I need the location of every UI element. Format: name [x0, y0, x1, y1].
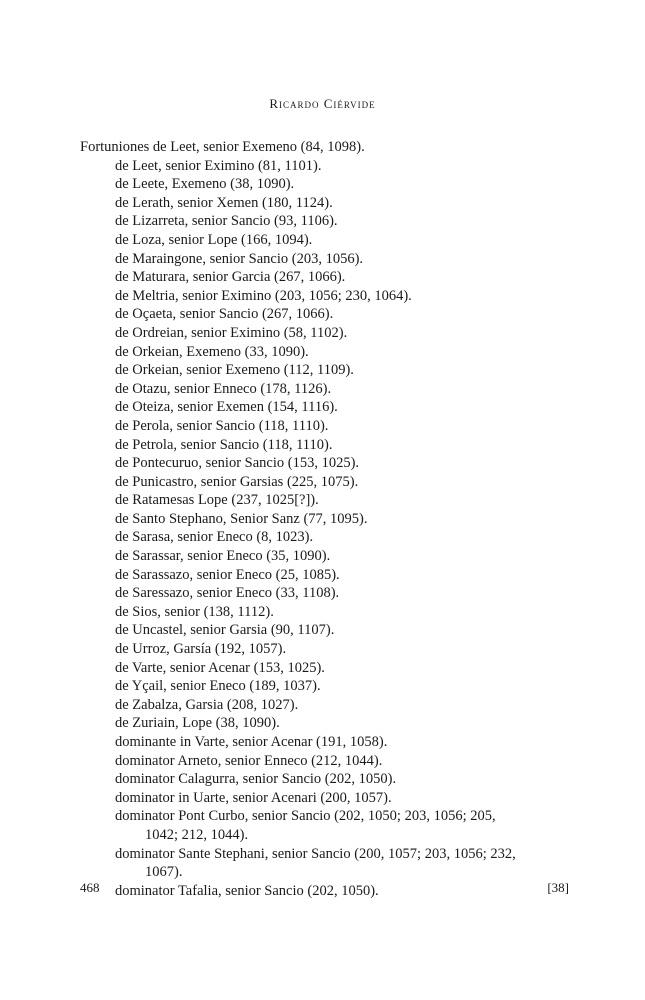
index-entry: de Meltria, senior Eximino (203, 1056; 230, 1064). [115, 287, 412, 304]
index-entry: de Perola, senior Sancio (118, 1110). [115, 417, 329, 434]
index-entry: de Zabalza, Garsia (208, 1027). [115, 696, 299, 713]
index-entry: de Sios, senior (138, 1112). [115, 603, 274, 620]
bracket-page-number: [38] [547, 880, 569, 895]
index-entry: dominator Calagurra, senior Sancio (202, 1050). [115, 771, 397, 788]
index-entry-wrapped [80, 845, 570, 882]
index-entry: de Saressazo, senior Eneco (33, 1108). [115, 585, 340, 602]
running-head: Ricardo Ciérvide [269, 96, 376, 111]
index-entry: de Lizarreta, senior Sancio (93, 1106). [115, 213, 338, 230]
index-entry: dominator Arneto, senior Enneco (212, 1044). [115, 752, 383, 769]
index-entry: de Leet, senior Eximino (81, 1101). [115, 157, 322, 174]
index-entry: de Petrola, senior Sancio (118, 1110). [115, 436, 333, 453]
index-entry: de Sarassar, senior Eneco (35, 1090). [115, 548, 331, 565]
index-entry: de Santo Stephano, Senior Sanz (77, 1095). [115, 510, 368, 527]
index-entry: de Uncastel, senior Garsia (90, 1107). [115, 622, 335, 639]
index-entry: dominante in Varte, senior Acenar (191, 1058). [115, 734, 388, 750]
index-list [80, 138, 570, 900]
index-entry: de Oçaeta, senior Sancio (267, 1066). [115, 306, 334, 323]
page-number: 468 [80, 880, 100, 895]
entry-first-line: dominator Pont Curbo, senior Sancio (202, 1050; 203, 1056; 205, [115, 808, 496, 825]
index-entry: dominator Tafalia, senior Sancio (202, 1050). [115, 882, 379, 899]
index-entry: de Leete, Exemeno (38, 1090). [115, 176, 295, 193]
index-entry-wrapped [80, 807, 570, 844]
index-entry: de Zuriain, Lope (38, 1090). [115, 715, 280, 732]
index-entry: de Ratamesas Lope (237, 1025[?]). [115, 492, 319, 509]
index-entry: de Ordreian, senior Eximino (58, 1102). [115, 324, 348, 341]
index-entry: de Loza, senior Lope (166, 1094). [115, 231, 313, 248]
index-entry: Fortuniones de Leet, senior Exemeno (84, 1098). [80, 139, 365, 155]
index-entry: dominator in Uarte, senior Acenari (200, 1057). [115, 789, 392, 806]
index-entry: de Sarassazo, senior Eneco (25, 1085). [115, 566, 340, 583]
index-entry: de Orkeian, Exemeno (33, 1090). [115, 343, 309, 360]
index-entry: de Oteiza, senior Exemen (154, 1116). [115, 399, 338, 416]
index-entry: de Varte, senior Acenar (153, 1025). [115, 659, 325, 676]
index-entry: de Maturara, senior Garcia (267, 1066). [115, 269, 346, 286]
index-entry: de Yçail, senior Eneco (189, 1037). [115, 678, 321, 695]
entry-continuation: 1042; 212, 1044). [145, 826, 249, 843]
index-entry: de Pontecuruo, senior Sancio (153, 1025). [115, 455, 360, 472]
index-entry: de Maraingone, senior Sancio (203, 1056). [115, 250, 364, 267]
index-entry: de Otazu, senior Enneco (178, 1126). [115, 380, 332, 397]
index-entry: de Orkeian, senior Exemeno (112, 1109). [115, 362, 354, 379]
entry-continuation: 1067). [145, 864, 183, 881]
index-entry: de Lerath, senior Xemen (180, 1124). [115, 194, 333, 211]
index-entry: de Sarasa, senior Eneco (8, 1023). [115, 529, 314, 546]
entry-first-line: dominator Sante Stephani, senior Sancio (200, 1057; 203, 1056; 232, [115, 845, 516, 862]
index-entry: de Punicastro, senior Garsias (225, 1075). [115, 473, 359, 490]
index-entry: de Urroz, Garsía (192, 1057). [115, 641, 287, 658]
